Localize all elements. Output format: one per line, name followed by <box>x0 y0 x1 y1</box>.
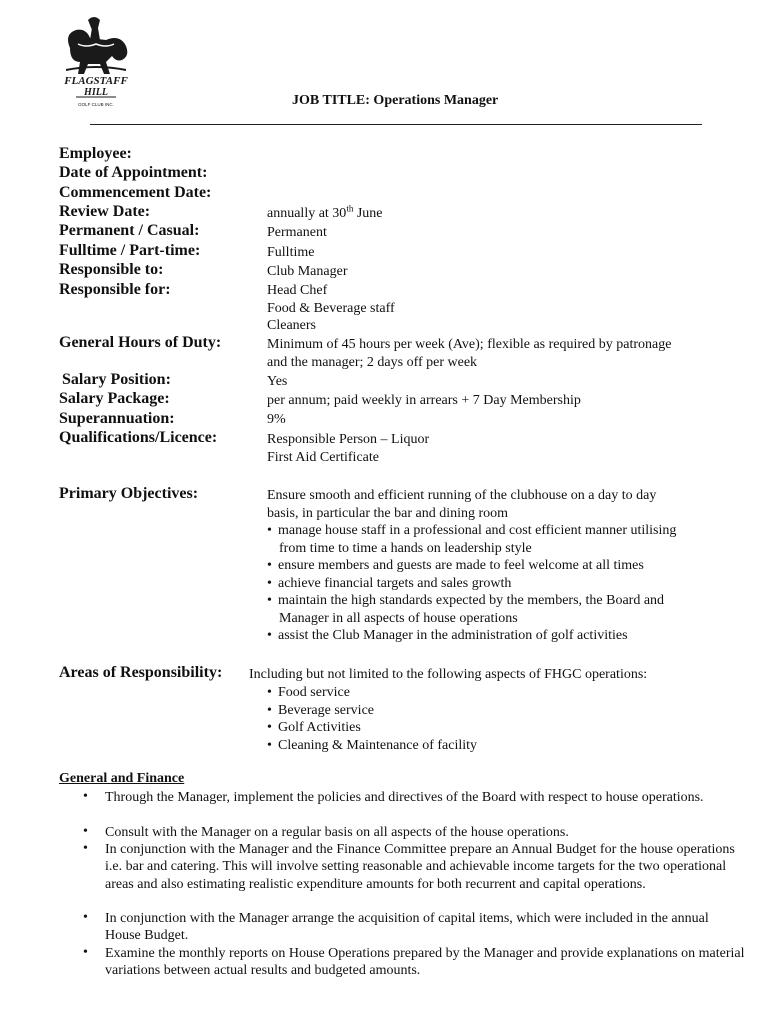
responsible-for-value: Cleaners <box>267 318 316 333</box>
areas-intro: Including but not limited to the following aspects of FHGC operations: <box>249 667 648 682</box>
salary-package-label: Salary Package: <box>59 390 170 407</box>
responsible-to-label: Responsible to: <box>59 261 164 278</box>
area-item: • Beverage service <box>267 702 374 718</box>
bullet-icon: • <box>83 824 88 839</box>
hours-of-duty-value: and the manager; 2 days off per week <box>267 354 478 370</box>
hours-of-duty-value: Minimum of 45 hours per week (Ave); flexible as required by patronage <box>267 337 672 352</box>
responsible-for-value: Head Chef <box>267 283 328 298</box>
permanent-casual-label: Permanent / Casual: <box>59 222 200 239</box>
objective-item: • manage house staff in a professional and cost efficient manner utilising <box>267 523 677 538</box>
salary-package-value: per annum; paid weekly in arrears + 7 Day Membership <box>267 393 581 408</box>
finance-item: In conjunction with the Manager and the Finance Committee prepare an Annual Budget for the house operations i.e. bar and catering. This will involve setting reasonable and achievable income targets for the two operational areas and also estimating realistic expenditure amounts for both recurrent and capital operations. <box>105 842 735 892</box>
area-item: • Food service <box>267 685 350 700</box>
commencement-date-label: Commencement Date: <box>59 184 212 201</box>
finance-item: Consult with the Manager on a regular basis on all aspects of the house operations. <box>105 825 569 840</box>
review-date-value: annually at 30th June <box>267 203 383 221</box>
finance-item: In conjunction with the Manager arrange the acquisition of capital items, which were included in the annual House Budget. <box>105 911 709 944</box>
qualifications-value: Responsible Person – Liquor <box>267 432 430 447</box>
fulltime-parttime-label: Fulltime / Part-time: <box>59 242 201 259</box>
areas-of-responsibility-label: Areas of Responsibility: <box>59 664 223 681</box>
objectives-intro: basis, in particular the bar and dining room <box>267 505 509 521</box>
superannuation-label: Superannuation: <box>59 410 175 427</box>
finance-item: Through the Manager, implement the policies and directives of the Board with respect to house operations. <box>105 790 704 805</box>
primary-objectives-label: Primary Objectives: <box>59 485 199 502</box>
qualifications-value: First Aid Certificate <box>267 449 379 465</box>
fulltime-parttime-value: Fulltime <box>267 245 315 260</box>
bullet-icon: • <box>83 945 88 960</box>
hours-of-duty-label: General Hours of Duty: <box>59 334 222 351</box>
objective-item: • assist the Club Manager in the administration of golf activities <box>267 628 628 643</box>
area-item: • Golf Activities <box>267 720 361 735</box>
responsible-for-value: Food & Beverage staff <box>267 300 395 316</box>
responsible-for-label: Responsible for: <box>59 281 171 298</box>
horse-rider-logo-icon <box>58 14 134 110</box>
qualifications-label: Qualifications/Licence: <box>59 429 218 446</box>
logo-tagline: GOLF CLUB INC. <box>78 102 114 107</box>
objectives-intro: Ensure smooth and efficient running of the clubhouse on a day to day <box>267 488 657 503</box>
bullet-icon: • <box>83 910 88 925</box>
area-item: • Cleaning & Maintenance of facility <box>267 737 478 753</box>
finance-item: Examine the monthly reports on House Operations prepared by the Manager and provide explanations on material variations between actual results and budgeted amounts. <box>105 946 745 979</box>
objective-item-cont: from time to time a hands on leadership style <box>279 540 532 556</box>
superannuation-value: 9% <box>267 412 286 427</box>
objective-item: • maintain the high standards expected by the members, the Board and <box>267 593 665 608</box>
objective-item: • ensure members and guests are made to feel welcome at all times <box>267 558 644 573</box>
employee-label: Employee: <box>59 145 132 162</box>
bullet-icon: • <box>83 789 88 804</box>
logo-name-line2: HILL <box>84 87 108 98</box>
objective-item: • achieve financial targets and sales growth <box>267 575 512 591</box>
date-of-appointment-label: Date of Appointment: <box>59 164 208 181</box>
job-title: JOB TITLE: Operations Manager <box>292 93 499 108</box>
responsible-to-value: Club Manager <box>267 264 348 279</box>
permanent-casual-value: Permanent <box>267 225 327 240</box>
objective-item-cont: Manager in all aspects of house operations <box>279 610 518 626</box>
logo-name-line1: FLAGSTAFF <box>64 75 128 87</box>
salary-position-label: Salary Position: <box>62 371 171 388</box>
general-finance-heading: General and Finance <box>59 771 185 786</box>
club-logo <box>58 14 134 110</box>
title-divider <box>90 124 702 125</box>
review-date-label: Review Date: <box>59 203 151 220</box>
salary-position-value: Yes <box>267 374 288 389</box>
bullet-icon: • <box>83 841 88 856</box>
